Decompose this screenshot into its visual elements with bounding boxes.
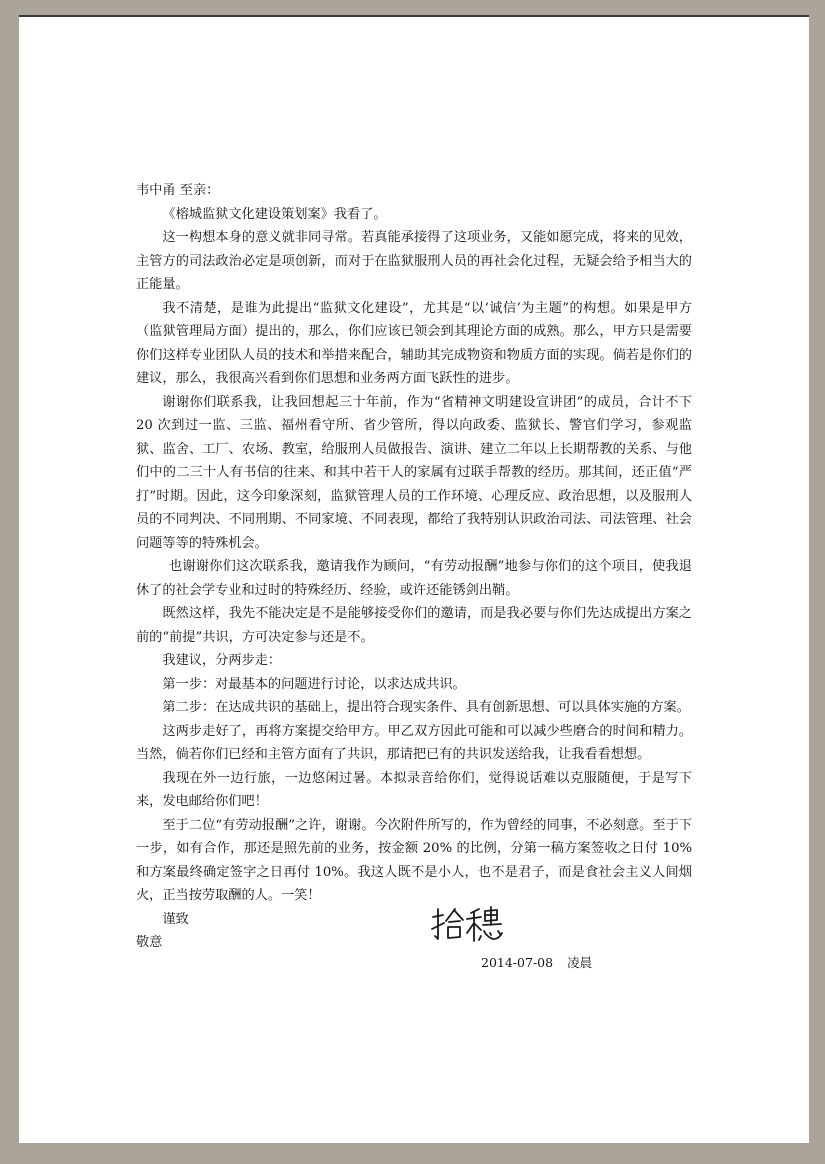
date-line xyxy=(481,953,592,971)
paragraph-7: 我建议，分两步走： xyxy=(162,653,282,668)
paragraph-3: 我不清楚，是谁为此提出“监狱文化建设”，尤其是“以‘诚信’为主题”的构想。如果是甲方（监狱管理局方面）提出的，那么，你们应该已领会到其理论方面的成熟。那么，甲方只是需要你们这样专业团队人员的技术和举措来配合，辅助其完成物资和物质方面的实现。倘若是你们的建议，那么，我很高兴看到你们思想和业务两方面飞跃性的进步。 xyxy=(136,300,692,386)
paragraph-4: 谢谢你们联系我，让我回想起三十年前，作为“省精神文明建设宣讲团”的成员，合计不下 20 次到过一监、三监、福州看守所、省少管所，得以向政委、监狱长、警官们学习，参观监狱、监舍、工厂、农场、教室，给服刑人员做报告、演讲、建立二年以上长期帮教的关系、与他们中的二三十人有书信的往来、和其中若干人的家属有过联手帮教的经历。那其间，还正值“严打”时期。因此，这今印象深刻，监狱管理人员的工作环境、心理反应、政治思想，以及服刑人员的不同判决、不同刑期、不同家境、不同表现，都给了我特别认识政治司法、司法管理、社会问题等等的特殊机会。 xyxy=(136,394,692,551)
paragraph-2: 这一构想本身的意义就非同寻常。若真能承接得了这项业务，又能如愿完成，将来的见效，主管方的司法政治必定是项创新，而对于在监狱服刑人员的再社会化过程，无疑会给予相当大的正能量。 xyxy=(136,230,692,292)
paragraph-13: 谨致 xyxy=(162,911,189,927)
author-name: 凌晨 xyxy=(567,955,593,970)
letter-body xyxy=(136,179,692,955)
handwritten-signature xyxy=(427,903,507,949)
salutation: 韦中甬 至亲： xyxy=(136,183,220,198)
paragraph-1: 《榕城监狱文化建设策划案》我看了。 xyxy=(162,206,387,222)
signature-block xyxy=(419,897,679,977)
paragraph-11: 我现在外一边行旅，一边悠闲过暑。本拟录音给你们，觉得说话难以克服随便，于是写下来，发电邮给你们吧！ xyxy=(136,770,692,809)
letter-page xyxy=(19,15,809,1143)
letter-date: 2014-07-08 xyxy=(481,955,554,970)
closing: 敬意 xyxy=(136,935,163,950)
paragraph-5: 也谢谢你们这次联系我，邀请我作为顾问，“有劳动报酬”地参与你们的这个项目，使我退休了的社会学专业和过时的特殊经历、经验，或许还能锈剑出鞘。 xyxy=(136,559,692,598)
paragraph-10: 这两步走好了，再将方案提交给甲方。甲乙双方因此可能和可以减少些磨合的时间和精力。当然，倘若你们已经和主管方面有了共识，那请把已有的共识发送给我，让我看看想想。 xyxy=(136,723,692,762)
paragraph-8: 第一步：对最基本的问题进行讨论，以求达成共识。 xyxy=(162,676,466,692)
paragraph-9: 第二步：在达成共识的基础上，提出符合现实条件、具有创新思想、可以具体实施的方案。 xyxy=(162,700,690,715)
paragraph-12: 至于二位“有劳动报酬”之许，谢谢。今次附件所写的，作为曾经的同事，不必刻意。至于下一步，如有合作，那还是照先前的业务，按金额 20% 的比例，分第一稿方案签收之日付 10%和方案最终确定签字之日再付 10%。我这人既不是小人，也不是君子，而是食社会主义人间烟火，正当按劳取酬的人。一笑！ xyxy=(136,817,692,903)
paragraph-6: 既然这样，我先不能决定是不是能够接受你们的邀请，而是我必要与你们先达成提出方案之前的“前提”共识，方可决定参与还是不。 xyxy=(136,606,692,645)
